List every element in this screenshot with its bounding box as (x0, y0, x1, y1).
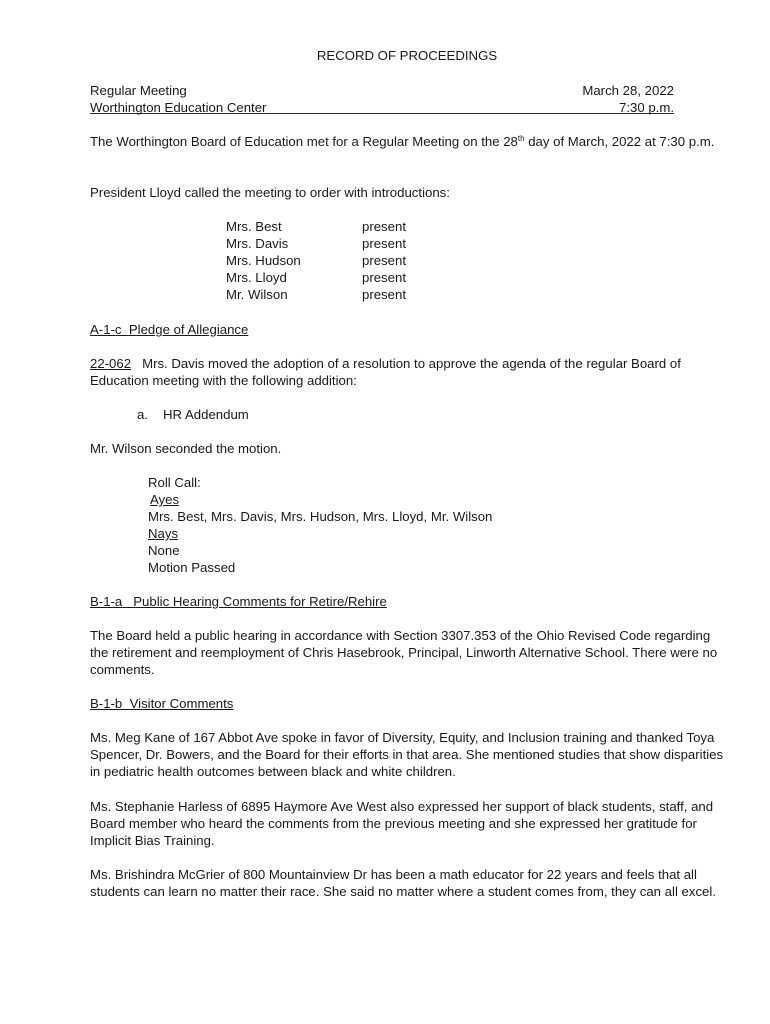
section-hearing (90, 593, 387, 610)
section-title: Pledge of Allegiance (128, 322, 249, 337)
resolution-number: 22-062 (90, 356, 132, 371)
attendee-status: present (362, 287, 406, 302)
attendee-status: present (362, 253, 406, 268)
document-title: RECORD OF PROCEEDINGS (316, 48, 498, 63)
motion-second: Mr. Wilson seconded the motion. (90, 441, 282, 456)
meeting-date: March 28, 2022 (582, 83, 674, 98)
roll-call-label: Roll Call: (148, 475, 201, 490)
list-marker: a. (137, 407, 148, 422)
call-to-order: President Lloyd called the meeting to order with introductions: (90, 185, 450, 200)
attendee-name: Mrs. Davis (226, 236, 289, 251)
visitor-comment: Ms. Brishindra McGrier of 800 Mountainview Dr has been a math educator for 22 years and feels that all students can learn no matter their race. She said no matter where a student comes from, they can all excel. (90, 867, 716, 899)
hearing-paragraph: The Board held a public hearing in accordance with Section 3307.353 of the Ohio Revised Code regarding the retirement and reemployment of Chris Hasebrook, Principal, Linworth Alternative School. There were no comments. (90, 628, 718, 677)
section-visitors (90, 695, 233, 712)
attendee-status: present (362, 236, 406, 251)
meeting-time: 7:30 p.m. (619, 100, 674, 115)
nays-label: Nays (148, 526, 179, 541)
resolution-paragraph (90, 355, 730, 389)
list-item: HR Addendum (163, 407, 249, 422)
header-rule (90, 113, 674, 114)
motion-result: Motion Passed (148, 560, 236, 575)
attendee-name: Mr. Wilson (226, 287, 288, 302)
attendee-name: Mrs. Hudson (226, 253, 301, 268)
visitor-comment: Ms. Meg Kane of 167 Abbot Ave spoke in favor of Diversity, Equity, and Inclusion training and thanked Toya Spencer, Dr. Bowers, and the Board for their efforts in that area. She mentioned studies that show disparities in pediatric health outcomes between black and white children. (90, 730, 724, 779)
meeting-type: Regular Meeting (90, 83, 187, 98)
intro-paragraph: The Worthington Board of Education met for a Regular Meeting on the 28th day of March, 2022 at 7:30 p.m. (90, 134, 715, 149)
section-code: B-1-b (90, 696, 123, 711)
nays-list: None (148, 543, 180, 558)
meeting-location: Worthington Education Center (90, 100, 267, 115)
ayes-label: Ayes (150, 492, 180, 507)
attendee-name: Mrs. Lloyd (226, 270, 287, 285)
section-title: Visitor Comments (129, 696, 234, 711)
resolution-text: Mrs. Davis moved the adoption of a resolution to approve the agenda of the regular Board of Education meeting with the following addition: (90, 356, 681, 388)
attendee-status: present (362, 219, 406, 234)
ayes-list: Mrs. Best, Mrs. Davis, Mrs. Hudson, Mrs. Lloyd, Mr. Wilson (148, 509, 493, 524)
section-code: B-1-a (90, 594, 123, 609)
section-code: A-1-c (90, 322, 122, 337)
attendee-status: present (362, 270, 406, 285)
visitor-comment: Ms. Stephanie Harless of 6895 Haymore Ave West also expressed her support of black students, staff, and Board member who heard the comments from the previous meeting and she expressed her gratitude for Implicit Bias Training. (90, 799, 714, 848)
section-title: Public Hearing Comments for Retire/Rehire (133, 594, 387, 609)
attendee-name: Mrs. Best (226, 219, 282, 234)
section-pledge (90, 321, 248, 338)
